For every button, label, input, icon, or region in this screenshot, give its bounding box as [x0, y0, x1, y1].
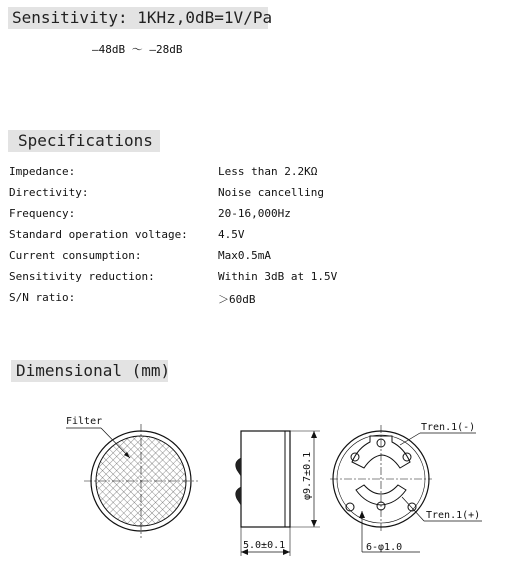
mic-body-side [241, 431, 290, 527]
spec-label: Standard operation voltage: [9, 228, 188, 241]
spec-label: S/N ratio: [9, 291, 76, 304]
specifications-heading: Specifications [8, 130, 160, 152]
height-label: 5.0±0.1 [243, 540, 286, 551]
sensitivity-heading: Sensitivity: 1KHz,0dB=1V/Pa [8, 7, 268, 29]
back-view [330, 422, 482, 553]
spec-label: Current consumption: [9, 249, 142, 262]
spec-value: Noise cancelling [218, 186, 324, 199]
sensitivity-range: —48dB ～ —28dB [92, 43, 183, 56]
terminal-minus-label: Tren.1(-) [421, 422, 476, 433]
hole-label: 6-φ1.0 [366, 542, 403, 553]
spec-value: 20-16,000Hz [218, 207, 291, 220]
lead-top [236, 458, 241, 476]
spec-label: Sensitivity reduction: [9, 270, 155, 283]
spec-value: ＞60dB [218, 293, 256, 306]
spec-value: Max0.5mA [218, 249, 271, 262]
spec-value: 4.5V [218, 228, 245, 241]
spec-label: Frequency: [9, 207, 76, 220]
spec-label: Impedance: [9, 165, 76, 178]
side-view [236, 431, 320, 556]
lead-bottom [236, 487, 241, 505]
spec-value: Within 3dB at 1.5V [218, 270, 338, 283]
diameter-label: φ9.7±0.1 [302, 451, 313, 500]
front-view [66, 416, 198, 538]
spec-label: Directivity: [9, 186, 89, 199]
terminal-plus-label: Tren.1(+) [426, 510, 481, 521]
spec-value: Less than 2.2KΩ [218, 165, 318, 178]
dimensional-heading: Dimensional (mm) [11, 360, 168, 382]
filter-label: Filter [66, 416, 103, 427]
